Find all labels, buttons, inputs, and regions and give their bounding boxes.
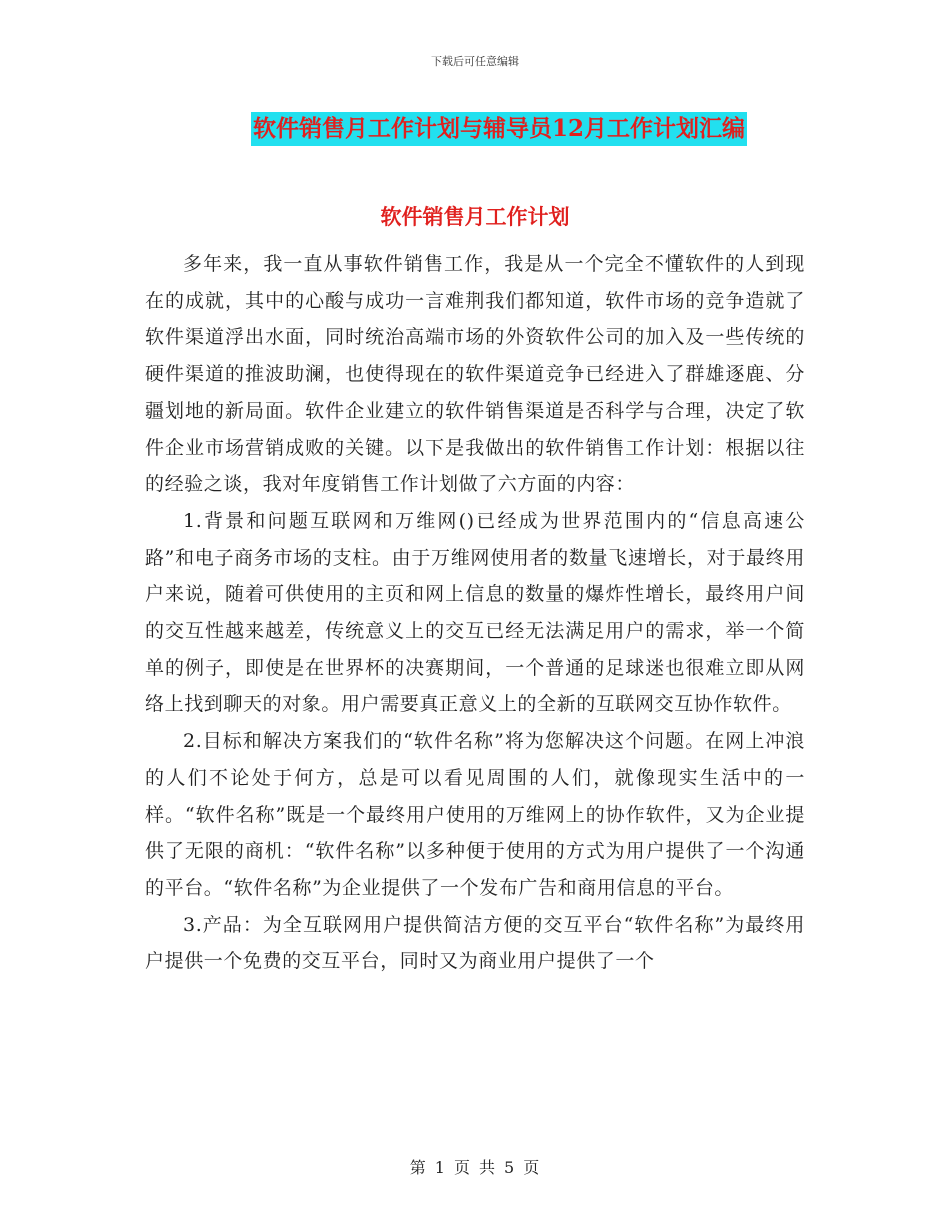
footer-total-number: 5	[504, 1158, 516, 1177]
footer-page-unit: 页	[453, 1158, 471, 1177]
footer-total-unit: 页	[523, 1158, 541, 1177]
footer-total-label: 共	[479, 1158, 497, 1177]
page-footer	[0, 1155, 950, 1178]
footer-page-label: 第	[409, 1158, 427, 1177]
section-title: 软件销售月工作计划	[380, 204, 570, 229]
footer-page-number: 1	[434, 1158, 446, 1177]
document-title-container	[0, 112, 950, 146]
paragraph-background: 1.背景和问题互联网和万维网()已经成为世界范围内的“信息高速公路”和电子商务市场的支柱。由于万维网使用者的数量飞速增长，对于最终用户来说，随着可供使用的主页和网上信息的数量的爆炸性增长，最终用户间的交互性越来越差，传统意义上的交互已经无法满足用户的需求，举一个简单的例子，即使是在世界杯的决赛期间，一个普通的足球迷也很难立即从网络上找到聊天的对象。用户需要真正意义上的全新的互联网交互协作软件。	[145, 509, 805, 716]
paragraph-product: 3.产品：为全互联网用户提供简洁方便的交互平台“软件名称”为最终用户提供一个免费的交互平台，同时又为商业用户提供了一个	[145, 913, 805, 973]
paragraph-intro: 多年来，我一直从事软件销售工作，我是从一个完全不懂软件的人到现在的成就，其中的心酸与成功一言难荆我们都知道，软件市场的竞争造就了软件渠道浮出水面，同时统治高端市场的外资软件公司的加入及一些传统的硬件渠道的推波助澜，也使得现在的软件渠道竞争已经进入了群雄逐鹿、分疆划地的新局面。软件企业建立的软件销售渠道是否科学与合理，决定了软件企业市场营销成败的关键。以下是我做出的软件销售工作计划：根据以往的经验之谈，我对年度销售工作计划做了六方面的内容：	[145, 253, 805, 496]
page-header: 下载后可任意编辑	[431, 55, 519, 68]
document-title: 软件销售月工作计划与辅导员12月工作计划汇编	[251, 112, 747, 146]
paragraph-goal: 2.目标和解决方案我们的“软件名称”将为您解决这个问题。在网上冲浪的人们不论处于何方，总是可以看见周围的人们，就像现实生活中的一样。“软件名称”既是一个最终用户使用的万维网上的协作软件，又为企业提供了无限的商机：“软件名称”以多种便于使用的方式为用户提供了一个沟通的平台。“软件名称”为企业提供了一个发布广告和商用信息的平台。	[145, 730, 805, 899]
document-body	[145, 246, 805, 980]
